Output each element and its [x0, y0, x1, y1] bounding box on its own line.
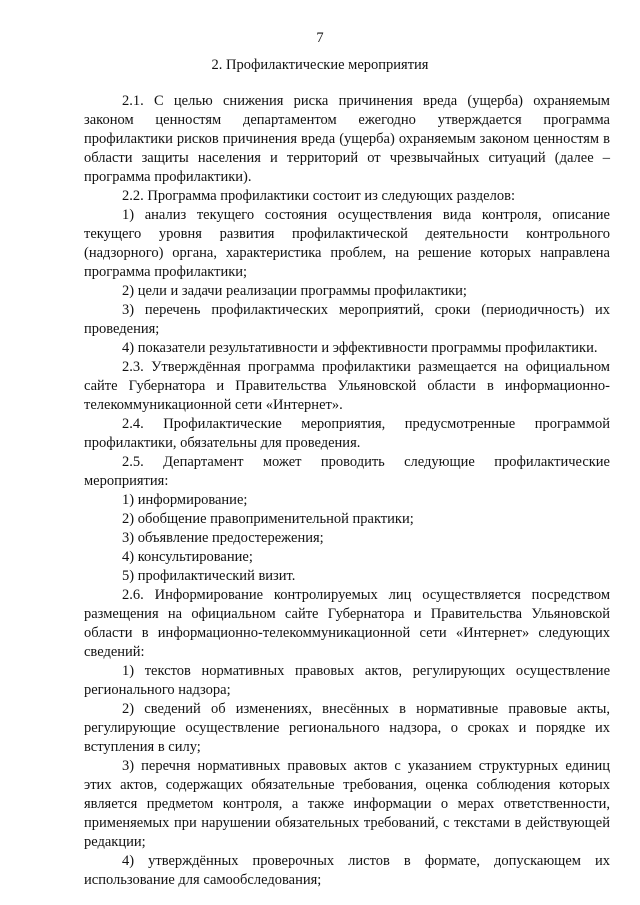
list-item-measures-3: 3) объявление предостережения;	[122, 530, 324, 546]
document-body	[84, 92, 610, 890]
page-number: 7	[316, 30, 324, 46]
list-item-sections-4: 4) показатели результативности и эффективности программы профилактики.	[122, 340, 598, 356]
list-item-measures-1: 1) информирование;	[122, 492, 248, 508]
list-item-sections-1: 1) анализ текущего состояния осуществления вида контроля, описание текущего уровня развития профилактической деятельности контрольного (надзорного) органа, характеристика проблем, на решение которых направлена программа профилактики;	[84, 207, 610, 280]
list-item-measures-5: 5) профилактический визит.	[122, 568, 296, 584]
list-item-sections-2: 2) цели и задачи реализации программы профилактики;	[122, 283, 467, 299]
paragraph-2-1: 2.1. С целью снижения риска причинения вреда (ущерба) охраняемым законом ценностям департаментом ежегодно утверждается программа профилактики рисков причинения вреда (ущерба) охраняемым законом ценностям в области защиты населения и территорий от чрезвычайных ситуаций (далее – программа профилактики).	[84, 93, 610, 185]
list-item-info-4: 4) утверждённых проверочных листов в формате, допускающем их использование для самообследования;	[84, 853, 610, 888]
paragraph-2-5: 2.5. Департамент может проводить следующие профилактические мероприятия:	[84, 454, 610, 489]
list-item-measures-4: 4) консультирование;	[122, 549, 253, 565]
list-item-measures-2: 2) обобщение правоприменительной практики;	[122, 511, 414, 527]
paragraph-2-6: 2.6. Информирование контролируемых лиц осуществляется посредством размещения на официальном сайте Губернатора и Правительства Ульяновской области в информационно-телекоммуникационной сети «Интернет» следующих сведений:	[84, 587, 610, 660]
paragraph-2-2: 2.2. Программа профилактики состоит из следующих разделов:	[122, 188, 515, 204]
section-heading: 2. Профилактические мероприятия	[211, 57, 429, 73]
paragraph-2-3: 2.3. Утверждённая программа профилактики размещается на официальном сайте Губернатора и Правительства Ульяновской области в информационно-телекоммуникационной сети «Интернет».	[84, 359, 610, 413]
list-item-info-3: 3) перечня нормативных правовых актов с указанием структурных единиц этих актов, содержащих обязательные требования, оценка соблюдения которых является предметом контроля, а также информации о мерах ответственности, применяемых при нарушении обязательных требований, с текстами в действующей редакции;	[84, 758, 610, 850]
paragraph-2-4: 2.4. Профилактические мероприятия, предусмотренные программой профилактики, обязательны для проведения.	[84, 416, 610, 451]
list-item-sections-3: 3) перечень профилактических мероприятий, сроки (периодичность) их проведения;	[84, 302, 610, 337]
list-item-info-1: 1) текстов нормативных правовых актов, регулирующих осуществление регионального надзора;	[84, 663, 610, 698]
list-item-info-2: 2) сведений об изменениях, внесённых в нормативные правовые акты, регулирующие осуществление регионального надзора, о сроках и порядке их вступления в силу;	[84, 701, 610, 755]
